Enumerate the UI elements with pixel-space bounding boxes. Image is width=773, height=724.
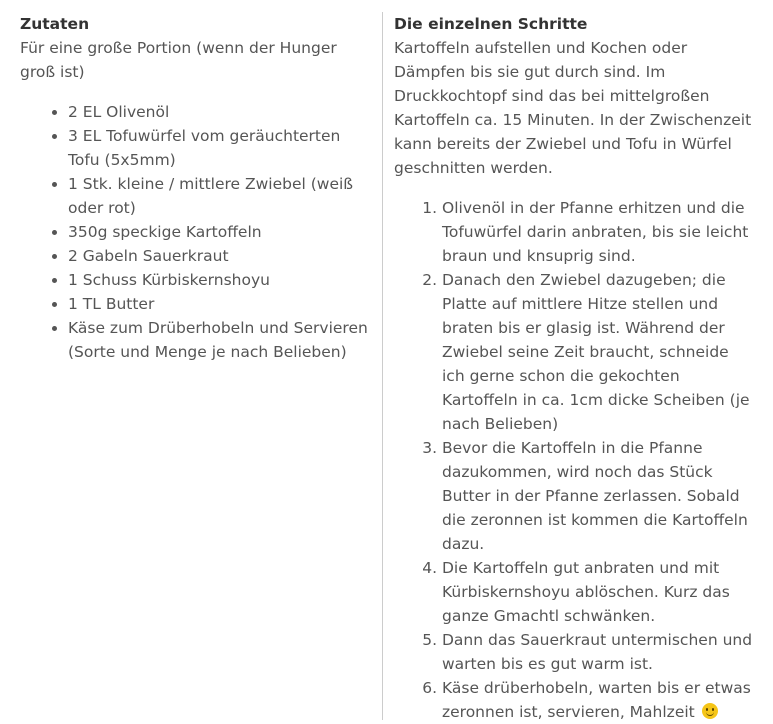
ingredients-heading: Zutaten (20, 15, 90, 33)
ingredients-subtitle: Für eine große Portion (wenn der Hunger groß ist) (20, 39, 337, 81)
column-divider (382, 12, 383, 720)
ingredient-item: • 1 TL Butter (68, 292, 370, 316)
smiley-icon (702, 703, 718, 719)
ingredient-item: • 2 EL Olivenöl (68, 100, 370, 124)
ingredient-item: • 1 Schuss Kürbiskernshoyu (68, 268, 370, 292)
step-item: 4. Die Kartoffeln gut anbraten und mit Kürbiskernshoyu ablöschen. Kurz das ganze Gmachtl schwänken. (442, 556, 756, 628)
steps-intro: Kartoffeln aufstellen und Kochen oder Dämpfen bis sie gut durch sind. Im Druckkochtopf sind das bei mittelgroßen Kartoffeln ca. 15 Minuten. In der Zwischenzeit kann bereits der Zwiebel und Tofu in Würfel geschnitten werden. (394, 39, 752, 177)
ingredient-item: • 3 EL Tofuwürfel vom geräuchterten Tofu (5x5mm) (68, 124, 370, 172)
step-item: 3. Bevor die Kartoffeln in die Pfanne dazukommen, wird noch das Stück Butter in der Pfanne zerlassen. Sobald die zeronnen ist kommen die Kartoffeln dazu. (442, 436, 756, 556)
ingredients-column (20, 12, 370, 364)
ingredient-item: • 350g speckige Kartoffeln (68, 220, 370, 244)
step-text: Käse drüberhobeln, warten bis er etwas zeronnen ist, servieren, Mahlzeit (442, 679, 751, 721)
step-item: 5. Dann das Sauerkraut untermischen und warten bis es gut warm ist. (442, 628, 756, 676)
step-item (442, 676, 756, 724)
ingredient-item: • 2 Gabeln Sauerkraut (68, 244, 370, 268)
ingredient-item: • Käse zum Drüberhobeln und Servieren (Sorte und Menge je nach Belieben) (68, 316, 370, 364)
ingredients-list (20, 100, 370, 364)
step-item: 2. Danach den Zwiebel dazugeben; die Platte auf mittlere Hitze stellen und braten bis er glasig ist. Während der Zwiebel seine Zeit braucht, schneide ich gerne schon die gekochten Kartoffeln in ca. 1cm dicke Scheiben (je nach Belieben) (442, 268, 756, 436)
steps-heading: Die einzelnen Schritte (394, 15, 588, 33)
ingredient-item: • 1 Stk. kleine / mittlere Zwiebel (weiß oder rot) (68, 172, 370, 220)
steps-column (394, 12, 756, 724)
step-item: 1. Olivenöl in der Pfanne erhitzen und die Tofuwürfel darin anbraten, bis sie leicht braun und knsuprig sind. (442, 196, 756, 268)
steps-list (394, 196, 756, 724)
